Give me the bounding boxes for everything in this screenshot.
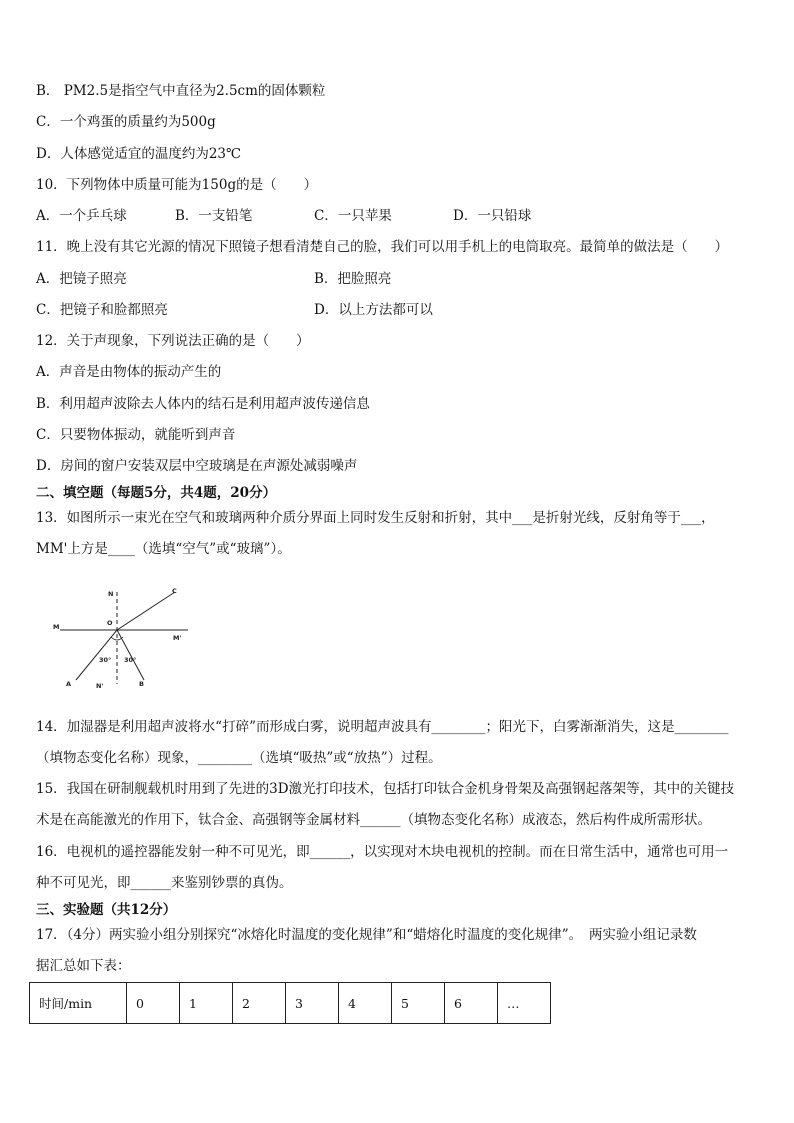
reflection-refraction-diagram — [38, 582, 198, 692]
table-cell: 6 — [445, 983, 498, 1024]
section-3-title: 三、实验题（共12分） — [36, 902, 177, 918]
q12-option-b: B．利用超声波除去人体内的结石是利用超声波传递信息 — [36, 396, 370, 412]
q12-option-d: D．房间的窗户安装双层中空玻璃是在声源处减弱噪声 — [36, 458, 358, 474]
table-cell: 0 — [127, 983, 180, 1024]
table-cell: 时间/min — [30, 983, 127, 1024]
ray-ao — [76, 630, 117, 680]
q10-stem: 10．下列物体中质量可能为150g的是（ ） — [36, 177, 318, 193]
q17-line-1: 17．（4分）两实验小组分别探究“冰熔化时温度的变化规律”和“蜡熔化时温度的变化规律”。 两实验小组记录数 — [36, 927, 697, 943]
table-cell: 4 — [339, 983, 392, 1024]
table-cell: 3 — [286, 983, 339, 1024]
q13-line-1: 13．如图所示一束光在空气和玻璃两种介质分界面上同时发生反射和折射，其中___是折射光线，反射角等于___， — [36, 510, 715, 526]
section-2-title: 二、填空题（每题5分，共4题，20分） — [36, 485, 277, 501]
table-cell: 5 — [392, 983, 445, 1024]
q10-option-b: B．一支铅笔 — [175, 208, 253, 224]
q11-option-c: C．把镜子和脸都照亮 — [36, 302, 168, 318]
table-cell: 2 — [233, 983, 286, 1024]
q11-option-a: A．把镜子照亮 — [36, 271, 127, 287]
label-o: O — [107, 619, 113, 627]
label-angle-left: 30° — [99, 656, 112, 664]
q16-line-1: 16．电视机的遥控器能发射一种不可见光，即______，以实现对木块电视机的控制。而在日常生活中，通常也可用一 — [36, 844, 729, 860]
label-b: B — [139, 680, 144, 688]
table-cell: 1 — [180, 983, 233, 1024]
label-n-prime: N' — [96, 682, 104, 690]
label-a: A — [66, 680, 72, 688]
q13-line-2: MM'上方是____（选填“空气”或“玻璃”）。 — [36, 541, 291, 557]
ray-ob — [117, 630, 144, 680]
label-m-prime: M' — [173, 634, 182, 642]
label-n: N — [108, 590, 114, 598]
q17-line-2: 据汇总如下表： — [36, 958, 131, 974]
q9-option-d: D．人体感觉适宜的温度约为23℃ — [36, 146, 242, 162]
q12-stem: 12．关于声现象，下列说法正确的是（ ） — [36, 333, 310, 349]
q14-line-2: （填物态变化名称）现象，________（选填“吸热”或“放热”）过程。 — [36, 750, 442, 766]
q10-option-c: C．一只苹果 — [314, 208, 392, 224]
table-cell: … — [498, 983, 551, 1024]
table-row — [30, 983, 551, 1024]
q10-option-a: A．一个乒乓球 — [36, 208, 127, 224]
label-m: M — [53, 623, 60, 631]
q11-option-d: D．以上方法都可以 — [314, 302, 433, 318]
label-c: C — [172, 587, 177, 595]
q10-option-d: D．一只铅球 — [453, 208, 532, 224]
q15-line-1: 15．我国在研制舰载机时用到了先进的3D激光打印技术，包括打印钛合金机身骨架及高强钢起落架等，其中的关键技 — [36, 781, 735, 797]
q11-stem: 11．晚上没有其它光源的情况下照镜子想看清楚自己的脸，我们可以用手机上的电筒取亮。最简单的做法是（ ） — [36, 239, 729, 255]
q15-line-2: 术是在高能激光的作用下，钛合金、高强钢等金属材料______（填物态变化名称）成液态，然后构件成所需形状。 — [36, 812, 711, 828]
q9-option-c: C．一个鸡蛋的质量约为500g — [36, 114, 216, 130]
q11-option-b: B．把脸照亮 — [314, 271, 392, 287]
q14-line-1: 14．加湿器是利用超声波将水“打碎”而形成白雾，说明超声波具有________；阳光下，白雾渐渐消失，这是________ — [36, 719, 729, 735]
data-table — [29, 982, 551, 1024]
q12-option-c: C．只要物体振动，就能听到声音 — [36, 427, 236, 443]
q16-line-2: 种不可见光，即______来鉴别钞票的真伪。 — [36, 875, 293, 891]
label-angle-right: 30° — [124, 656, 137, 664]
ray-oc — [117, 592, 175, 630]
q9-option-b: B． PM2.5是指空气中直径为2.5cm的固体颗粒 — [36, 83, 326, 99]
q12-option-a: A．声音是由物体的振动产生的 — [36, 364, 222, 380]
